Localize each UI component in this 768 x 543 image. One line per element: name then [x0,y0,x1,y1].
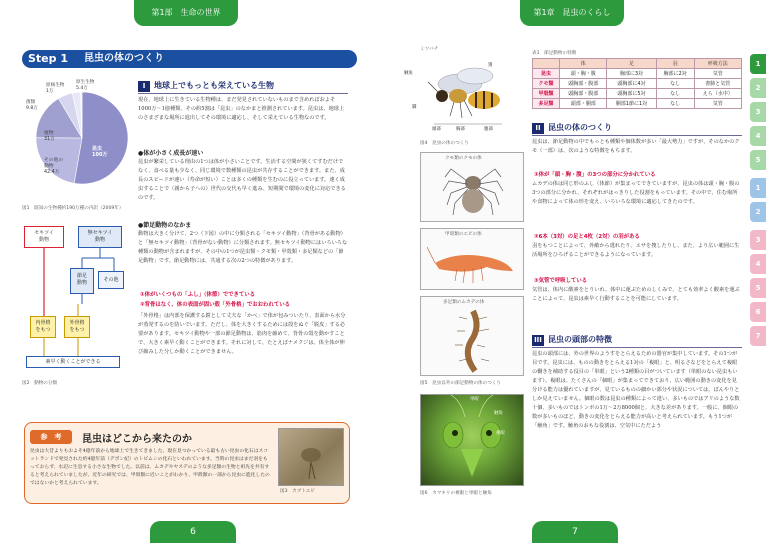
bee-part-head: 頭部 [432,127,441,132]
sub2-text: 動物は大きく分けて、2つ（下図）の中に分類される「セキツイ動物」（背骨がある動物）と「無セキツイ動物」（背骨がない動物）に分類されます。無セキツイ動物にはいろいろな種類の動物が含まれますが、その中の1つが昆虫類・クモ類・甲殻類・多足類などの「節足動物」です。節足動物には、共通する次の2つの特徴があります。 [138,231,348,264]
tree-other: その他 [98,271,124,289]
section2-num: II [532,123,544,134]
right-page-number: 7 [532,521,618,543]
table-row [533,89,742,99]
section1-text: 現在、地球上に生きている生物種は、まだ発見されていないものまで含めればおよそ1000万～1億種類、その約5割は「昆虫」のなかまと推測されています。昆虫は、地球上のさまざまな場所に進出してその環境に適応し、そして栄えている生物なのです。 [138,97,345,121]
side-tab-ch3-6[interactable]: 6 [750,302,766,322]
table-header-cell: 羽 [656,59,694,69]
arthropod-table [532,58,742,109]
bee-part-abdomen: 腹部 [484,127,493,132]
table-cell: 頭部・胴部 [560,99,607,109]
sub1-heading: ●体が小さく成長が速い [138,150,204,157]
bee-part-antenna: 触角 [404,71,413,76]
table-row [533,99,742,109]
table-header-cell [533,59,560,69]
side-tab-ch1-2[interactable]: 2 [750,78,766,98]
table-cell: 多足類 [533,99,560,109]
table-cell: 書肺と気管 [694,79,741,89]
shrimp-label: 甲殻類のエビの体 [445,232,482,237]
mantis-label-ocellus: 単眼 [470,397,479,402]
fig1-caption: 図1 既知の生物種約190万種の内訳（2009年） [22,206,124,211]
table-row [533,69,742,79]
tree-exoskeleton: 外骨格 をもつ [64,316,90,338]
tree-vertebrate: セキツイ 動物 [24,226,64,248]
tree-connectors [22,224,132,374]
table-cell: 胸部に3対 [607,69,656,79]
tree-endoskeleton: 内骨格 をもつ [30,316,56,338]
table-cell: 頭胸部に4対 [607,79,656,89]
mantis-icon [421,395,523,485]
right-feature3-text: 気管は、体内に酸素をとりいれ、体中に運ぶためのしくみで、とても効率よく酸素を運ぶことによって、昆虫は素早く行動することを可能にしています。 [532,287,740,302]
fig2-caption: 図2 動物の分類 [22,381,58,386]
section2-text: 昆虫は、節足動物の中でもっとも種類や個体数が多い「最大勢力」ですが、そのなかのクモ（一部）は、次のような特徴をもちます。 [532,139,740,154]
side-tab-ch1-1[interactable]: 1 [750,54,766,74]
table-cell: 頭胸部・腹部 [560,89,607,99]
spider-panel [420,152,524,222]
bee-part-wing: 翅 [488,63,493,68]
table-cell: 胴部1節に1対 [607,99,656,109]
table-cell: なし [656,79,694,89]
right-feature2-text: 羽をもつことによって、外敵から逃れたり、エサを捜したりし、また、より広い範囲に生活場所をひろげることができるようになっています。 [532,243,740,258]
side-tab-ch1-5[interactable]: 5 [750,150,766,170]
right-page-header: 第1章 昆虫のくらし [520,0,624,26]
step-title: 昆虫の体のつくり [84,53,164,64]
spider-icon [441,163,505,221]
table-header-cell: 呼吸方法 [694,59,741,69]
shrimp-panel [420,228,524,290]
bee-diagram [420,54,526,136]
pie-label-insect: 昆虫 100万 [92,146,108,158]
fig4-bee-label: ミツバチ [420,47,439,52]
table-cell: クモ類 [533,79,560,89]
kabutoebi-photo [278,428,344,486]
table-cell: 昆虫 [533,69,560,79]
left-page-number: 6 [150,521,236,543]
section3-title: 昆虫の頭部の特徴 [548,335,612,344]
fig3-caption: 図3 カブトエビ [280,489,315,494]
kabutoebi-icon [279,429,343,485]
centipede-icon [451,307,495,375]
bee-part-thorax: 胸部 [456,127,465,132]
side-tab-ch3-7[interactable]: 7 [750,326,766,346]
shrimp-icon [427,241,519,287]
side-tab-ch3-5[interactable]: 5 [750,278,766,298]
reference-title: 昆虫はどこから来たのか [82,434,192,445]
section3-heading [532,334,742,348]
section2-heading [532,122,742,136]
section2-title: 昆虫の体のつくり [548,123,612,132]
right-feature1: ①体が「頭・胸・腹」の3つの部分に分かれている [534,172,656,178]
table-row [533,79,742,89]
side-tab-ch3-3[interactable]: 3 [750,230,766,250]
table-cell: なし [656,89,694,99]
pie-label-fungi: 菌類 9.8万 [26,100,38,111]
pie-label-other: その他の 動物 42.4万 [44,158,64,175]
section3-text: 昆虫の頭部には、外の世界のようすをとらえるための器官が集中しています。その1つが目です。昆虫には、ものの動きをとらえる1対の「複眼」と、明るさなどをとらえて複眼の働きを補助する役目の「単眼」という2種類の目がついています（単眼のない昆虫もいます）。複眼は、たくさんの「個眼」が集まってできており、広い範囲の動きの変化を見分ける能力は優れていますが、見ているものの細かい部分や状況については、ぼんやりとしか見えていません。個眼の数は昆虫の種類によって違い、多いものではアリのような数十個、多いものではトンボの1万～2万8000個と、大きな差があります。一般に、個眼の数が多いものほど、動きの変化をとらえる能力が高いと考えられています。もう1つが「触角」です。触角のおもな役割は、空気中にただよう [532,351,740,429]
fig5-caption: 図5 昆虫以外の節足動物の体のつくり [420,381,502,386]
mantis-photo [420,394,524,486]
tree-invertebrate: 無セキツイ 動物 [78,226,122,248]
feature-text: 「外骨格」は内部を保護する鎧として丈夫な「かべ」で体が包みついたり、表面から水分が蒸発するのを防いでいます。ただし、体を大きくするためには殻をぬぐ「脱皮」する必要があります。セキツイ動物や一部の節足動物は、筋肉を縮めて、背骨の殻を動かすことで、大きく素早く動くことができます。それに対して、たとえばナメクジは、体全体が伸び縮みした分しか動くことができません。 [138,313,346,355]
pie-label-prokaryote: 原核生物 1万 [46,83,65,94]
sub2-heading: ●節足動物のなかま [138,222,192,229]
table-cell: 気管 [694,69,741,79]
table-header-cell: 足 [607,59,656,69]
table-cell: 胸部に2対 [656,69,694,79]
section1-num: I [138,81,150,92]
table-cell: えら（水中） [694,89,741,99]
fig6-caption: 図6 カマキリの複眼と単眼と触角 [420,491,492,496]
table-header-row [533,59,742,69]
left-page-header: 第1部 生命の世界 [134,0,238,26]
tree-arthropod: 節足 動物 [70,268,94,294]
sub1-text: 昆虫が繁栄している理由の1つは体が小さいことです。生活する空間が狭くてすむだけでなく、食べる量も少なく、同じ環境で数種類の昆虫が共存することができます。また、成長のスピードが速い（寿命が短い）ことは多くの種類を生むのに役立っています。速く成虫することで（親から子への）世代の交代も早く進み、短期間で環境の変化に対応できるのです。 [138,159,346,201]
feature2: ②背骨はなく、体の表面が固い殻「外骨格」でおおわれている [140,302,291,308]
right-feature2: ②6本（3対）の足と4枚（2対）の羽がある [534,234,640,240]
right-feature3: ③気管で呼吸している [534,278,588,284]
side-tab-ch2-1[interactable]: 1 [750,178,766,198]
side-tab-ch1-4[interactable]: 4 [750,126,766,146]
bee-part-leg: 脚 [412,105,417,110]
centipede-panel [420,296,524,376]
pie-label-protist: 原生生物 5.4万 [76,80,95,91]
table-header-cell: 体 [560,59,607,69]
spider-label: クモ類のクモの体 [445,156,482,161]
mantis-label-antenna: 触角 [494,411,503,416]
pie-label-plant: 植物 31万 [44,131,55,142]
reference-text: 昆虫は大昔よりもおよそ4億年前から地球上で生きてきました。現在見つかっている最も古い昆虫の化石はスコットランドで発見された約4億年前（デボン紀）のトビムシの化石といわれています。当時の昆虫はまだ羽をもっておらず、水辺に生息する小さな生物でした。以前は、ムカデやヤスデのような多足類の生物と祖先を共有すると考えられていましたが、近年の研究では、甲殻類に近いことがわかり、甲殻類の一部から昆虫に進化したのではないかと考えられています。 [30,449,270,486]
centipede-label: 多足類のムカデの体 [443,300,485,305]
table-caption: 表1 節足動物の特徴 [532,51,577,56]
section3-num: III [532,335,544,346]
section1-heading [138,80,348,94]
reference-tag: 参 考 [30,430,72,444]
right-feature1-text: ムカデの体は同じ形のふし（体節）が集まってできていますが、昆虫の体は頭・胸・腹の3つの部分に分かれ、それぞれがはっきりした役割をもっています。その中で、住む場所や食物によって体の形を変え、いろいろな環境に適応してきたのです。 [532,181,740,205]
feature1: ①体がいくつもの「ふし」（体節）でできている [140,292,256,298]
step-banner [22,50,357,68]
table-cell: 頭胸部・腹部 [560,79,607,89]
step-label: Step 1 [28,52,68,65]
side-tab-ch2-2[interactable]: 2 [750,202,766,222]
side-tab-ch1-3[interactable]: 3 [750,102,766,122]
side-tab-ch3-4[interactable]: 4 [750,254,766,274]
species-pie-chart [22,78,134,196]
table-cell: 頭・胸・腹 [560,69,607,79]
table-cell: 頭胸部に5対 [607,89,656,99]
table-cell: 気管 [694,99,741,109]
tree-bottom-box: 素早く動くことができる [26,356,120,368]
mantis-label-compound-eye: 複眼 [496,431,505,436]
fig4-caption: 図4 昆虫の体のつくり [420,141,469,146]
table-cell: 甲殻類 [533,89,560,99]
table-cell: なし [656,99,694,109]
section1-title: 地球上でもっとも栄えている生物 [154,81,274,90]
